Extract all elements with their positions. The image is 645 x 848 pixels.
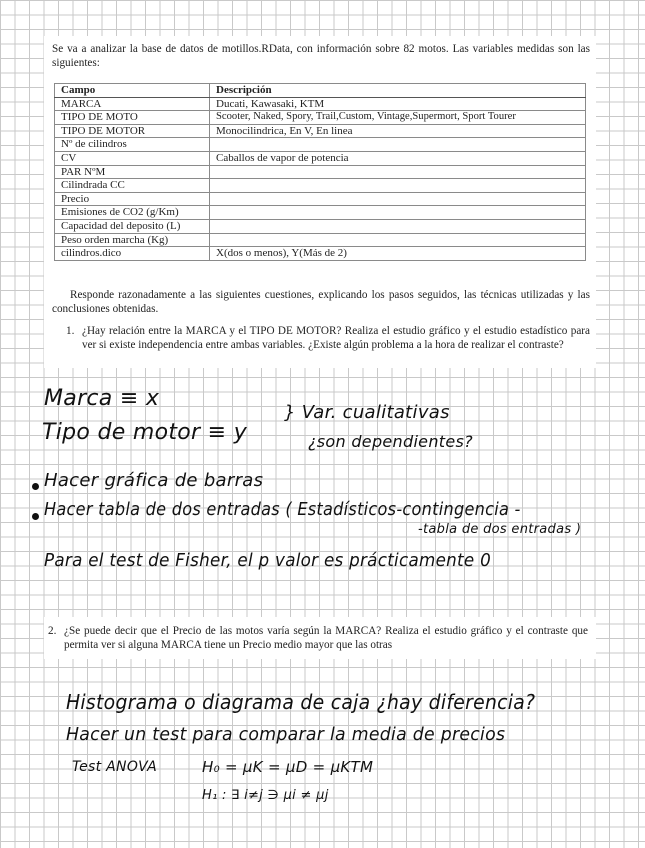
note-cualitativas: } Var. cualitativas (284, 402, 450, 423)
cell-campo: TIPO DE MOTOR (55, 124, 210, 138)
cell-campo: Peso orden marcha (Kg) (55, 233, 210, 247)
table-header-row (55, 84, 586, 98)
question-2-number: 2. (48, 625, 57, 637)
cell-campo: Nº de cilindros (55, 138, 210, 152)
question-1-text: ¿Hay relación entre la MARCA y el TIPO DE MOTOR? Realiza el estudio gráfico y el estudio estadístico para ver si existe independencia entre ambas variables. ¿Existe algún problema a la hora de realizar el contraste? (82, 325, 590, 351)
table-row (55, 179, 586, 193)
note-dependientes: ¿son dependientes? (308, 432, 473, 451)
note-h0: H₀ = μK = μD = μKTM (202, 758, 374, 776)
table-row (55, 192, 586, 206)
table-row (55, 97, 586, 111)
cell-descripcion: Scooter, Naked, Spory, Trail,Custom, Vintage,Supermort, Sport Tourer (210, 111, 586, 125)
cell-campo: Emisiones de CO2 (g/Km) (55, 206, 210, 220)
bullet-icon (32, 483, 39, 490)
cell-descripcion: X(dos o menos), Y(Más de 2) (210, 247, 586, 261)
question-2-block (44, 617, 596, 659)
cell-descripcion (210, 165, 586, 179)
note-test-medias: Hacer un test para comparar la media de precios (66, 724, 506, 745)
note-marca: Marca ≡ x (44, 386, 160, 411)
note-barras: Hacer gráfica de barras (44, 470, 264, 491)
cell-descripcion (210, 233, 586, 247)
table-row (55, 138, 586, 152)
note-tipo-motor: Tipo de motor ≡ y (42, 420, 248, 445)
question-2 (48, 624, 588, 652)
cell-campo: Cilindrada CC (55, 179, 210, 193)
table-row (55, 233, 586, 247)
cell-campo: Precio (55, 192, 210, 206)
table-row (55, 206, 586, 220)
cell-descripcion (210, 179, 586, 193)
note-h1: H₁ : ∃ i≠j ∋ μi ≠ μj (202, 788, 329, 803)
cell-campo: cilindros.dico (55, 247, 210, 261)
cell-campo: Capacidad del deposito (L) (55, 219, 210, 233)
table-row (55, 165, 586, 179)
note-tabla: Hacer tabla de dos entradas ( Estadísticos-contingencia - (44, 500, 521, 520)
note-anova: Test ANOVA (72, 759, 157, 775)
table-header-campo: Campo (55, 84, 210, 98)
cell-descripcion: Monocilindrica, En V, En linea (210, 124, 586, 138)
cell-descripcion (210, 206, 586, 220)
bullet-icon (32, 513, 39, 520)
table-row (55, 111, 586, 125)
note-fisher: Para el test de Fisher, el p valor es prácticamente 0 (44, 550, 492, 571)
cell-descripcion: Ducati, Kawasaki, KTM (210, 97, 586, 111)
table-row (55, 247, 586, 261)
cell-descripcion: Caballos de vapor de potencia (210, 151, 586, 165)
note-tabla-continuation: -tabla de dos entradas ) (418, 522, 582, 537)
cell-campo: MARCA (55, 97, 210, 111)
cell-descripcion (210, 192, 586, 206)
table-row (55, 151, 586, 165)
cell-descripcion (210, 219, 586, 233)
question-1-number: 1. (66, 325, 75, 337)
note-histograma: Histograma o diagrama de caja ¿hay diferencia? (66, 690, 536, 714)
cell-campo: TIPO DE MOTO (55, 111, 210, 125)
intro-text: Se va a analizar la base de datos de motillos.RData, con información sobre 82 motos. Las variables medidas son las siguientes: (52, 43, 590, 69)
table-row (55, 219, 586, 233)
cell-campo: CV (55, 151, 210, 165)
table-row (55, 124, 586, 138)
question-1 (66, 324, 590, 352)
exam-header-block (44, 36, 596, 368)
table-header-descripcion: Descripción (210, 84, 586, 98)
variables-table (54, 83, 586, 261)
cell-descripcion (210, 138, 586, 152)
cell-campo: PAR NºM (55, 165, 210, 179)
question-2-text: ¿Se puede decir que el Precio de las motos varía según la MARCA? Realiza el estudio gráfico y el contraste que permita ver si alguna MARCA tiene un Precio medio mayor que las otras (64, 625, 588, 651)
instructions-text: Responde razonadamente a las siguientes cuestiones, explicando los pasos seguidos, las técnicas utilizadas y las conclusiones obtenidas. (52, 289, 590, 315)
